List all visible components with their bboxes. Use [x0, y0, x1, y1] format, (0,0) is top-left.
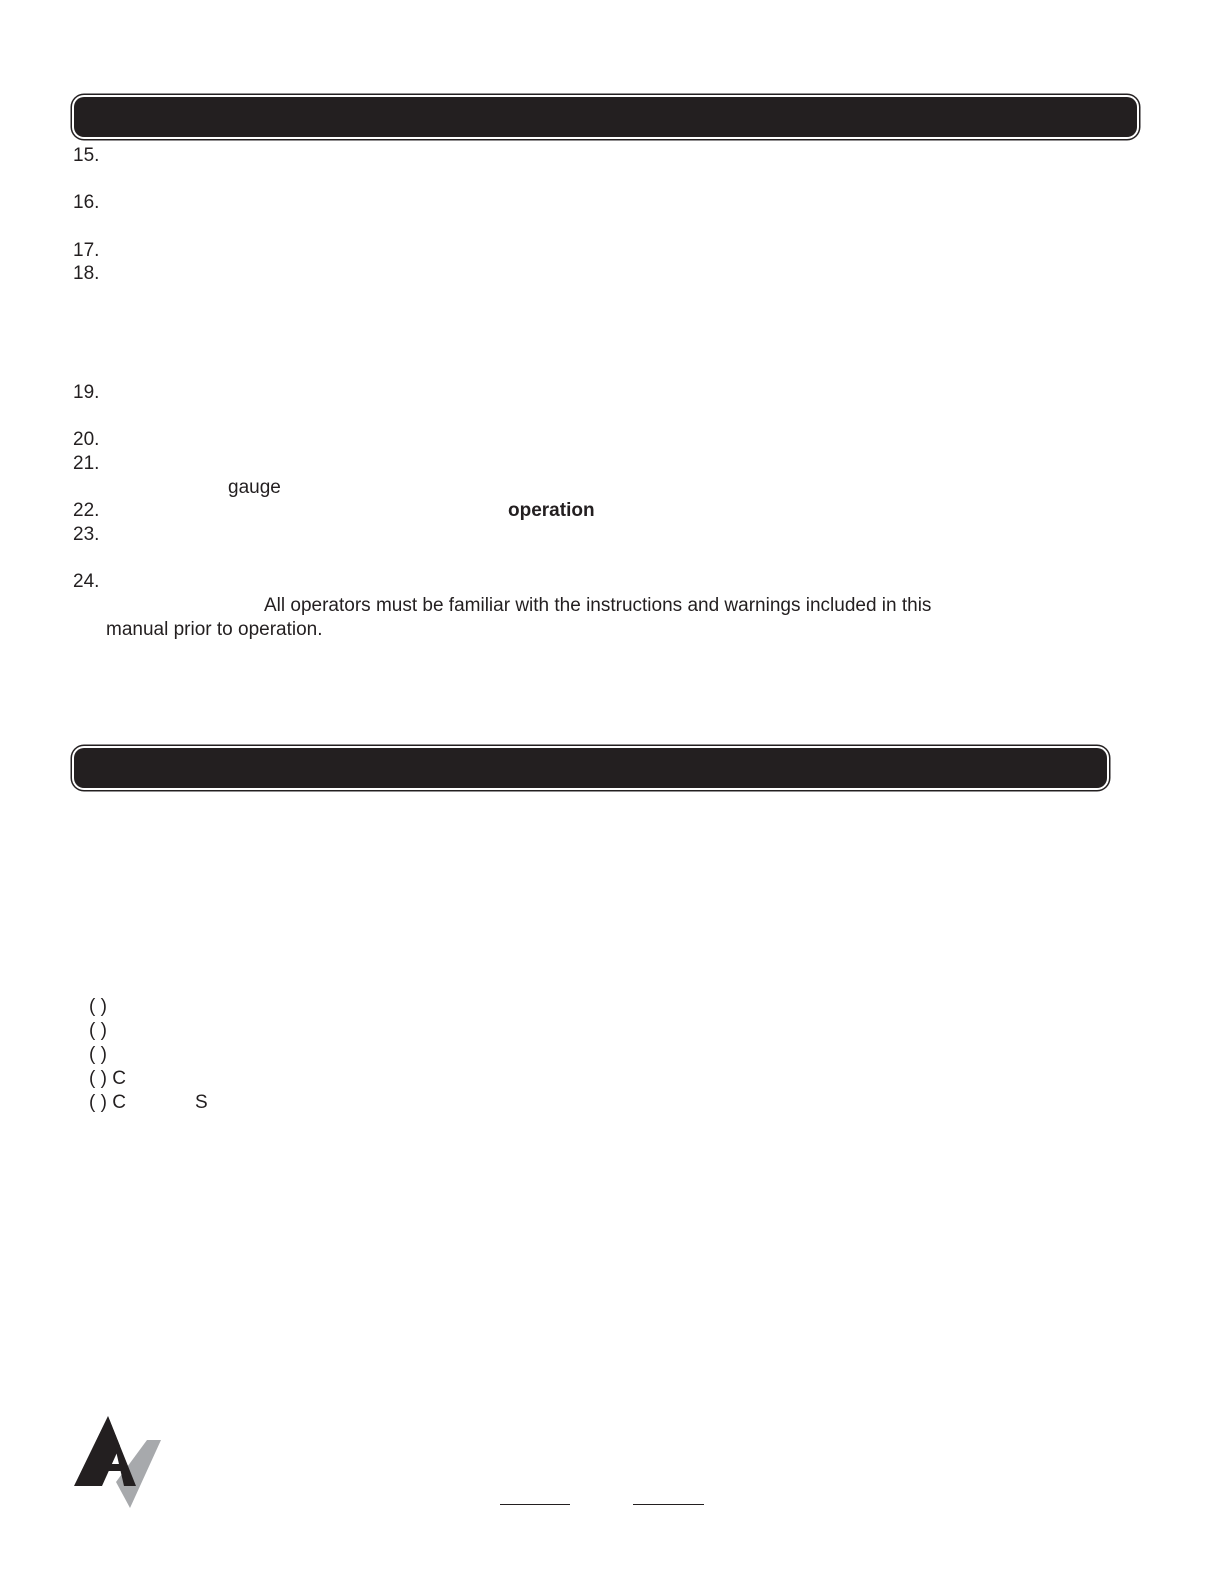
footer-line-left — [500, 1504, 570, 1505]
list-number-20: 20. — [73, 429, 100, 450]
list-number-24: 24. — [73, 571, 100, 592]
footer-line-right — [633, 1504, 704, 1505]
item24-text-line2: manual prior to operation. — [106, 619, 323, 640]
checklist-item-5-suffix: S — [195, 1092, 208, 1113]
checklist-item-1: ( ) — [89, 996, 107, 1017]
item24-text-line1: All operators must be familiar with the instructions and warnings included in this — [264, 595, 932, 616]
list-number-16: 16. — [73, 192, 100, 213]
logo-a-crossbar — [86, 1464, 124, 1471]
list-number-17: 17. — [73, 240, 100, 261]
list-number-18: 18. — [73, 263, 100, 284]
section-header-banner-2 — [74, 748, 1107, 788]
item22-operation-text: operation — [508, 500, 595, 521]
item21-gauge-text: gauge — [228, 477, 281, 498]
list-number-15: 15. — [73, 145, 100, 166]
section-header-banner — [74, 97, 1137, 137]
checklist-item-5: ( ) C — [89, 1092, 126, 1113]
checklist-item-3: ( ) — [89, 1044, 107, 1065]
list-number-22: 22. — [73, 500, 100, 521]
list-number-19: 19. — [73, 382, 100, 403]
checklist-item-2: ( ) — [89, 1020, 107, 1041]
av-logo-icon — [74, 1416, 164, 1508]
list-number-21: 21. — [73, 453, 100, 474]
logo-a-left-stroke — [74, 1416, 120, 1486]
list-number-23: 23. — [73, 524, 100, 545]
checklist-item-4: ( ) C — [89, 1068, 126, 1089]
